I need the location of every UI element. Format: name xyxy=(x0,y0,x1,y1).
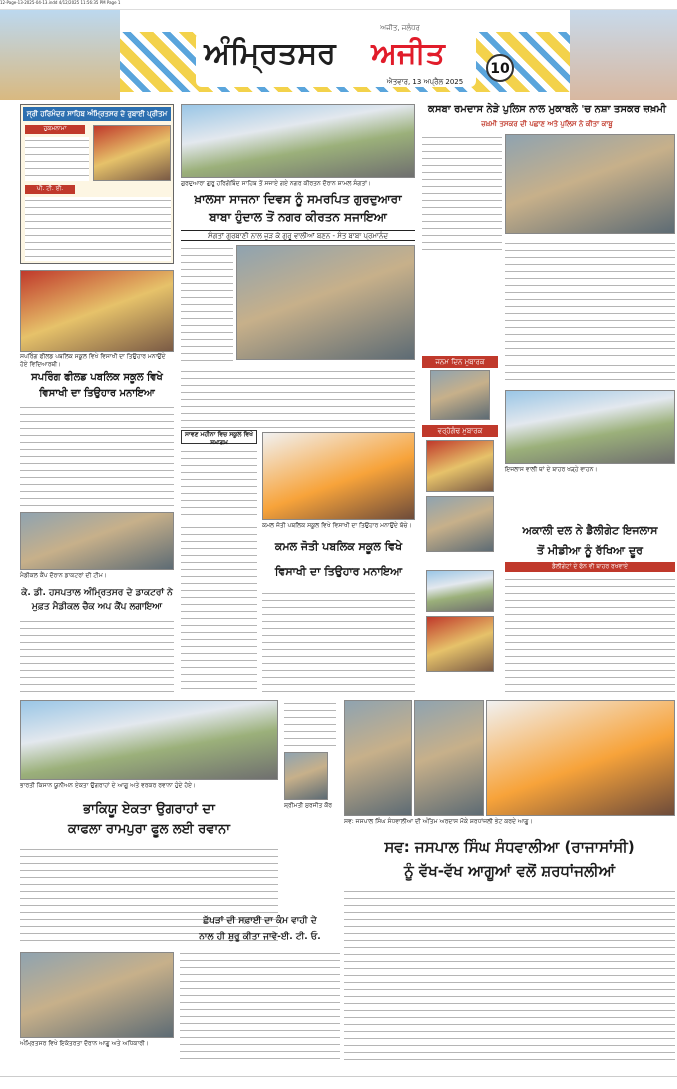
akali-subhead: ਡੈਲੀਗੇਟਾਂ ਦੇ ਫੋਨ ਵੀ ਬਾਹਰ ਰਖਵਾਏ xyxy=(505,562,675,572)
school-story-headline: ਸਾਵਣ ਮਹੀਨਾ ਵਿਚ ਸਕੂਲ ਵਿਖੇ ਸਮਾਗਮ xyxy=(181,430,257,444)
springfield-headline-2: ਵਿਸਾਖੀ ਦਾ ਤਿਉਹਾਰ ਮਨਾਇਆ xyxy=(39,388,155,399)
kamal-jyoti-headline-2: ਵਿਸਾਖੀ ਦਾ ਤਿਉਹਾਰ ਮਨਾਇਆ xyxy=(274,565,403,578)
pte-text xyxy=(25,197,171,261)
medical-headline-1: ਕੇ. ਡੀ. ਹਸਪਤਾਲ ਅੰਮ੍ਰਿਤਸਰ ਦੇ ਡਾਕਟਰਾਂ ਨੇ xyxy=(21,588,173,598)
tribute-photo-1 xyxy=(344,700,412,816)
springfield-headline-1: ਸਪਰਿੰਗ ਫੀਲਡ ਪਬਲਿਕ ਸਕੂਲ ਵਿਖੇ xyxy=(31,372,163,383)
bku-photo-caption: ਭਾਰਤੀ ਕਿਸਾਨ ਯੂਨੀਅਨ ਏਕਤਾ ਉਗਰਾਹਾਂ ਦੇ ਆਗੂ ਅਤੇ ਵਰਕਰ ਰਵਾਨਾ ਹੁੰਦੇ ਹੋਏ। xyxy=(20,782,197,789)
nagar-kirtan-photo-caption: ਗੁਰਦੁਆਰਾ ਗੁਰੂ ਹਰਿਗੋਬਿੰਦ ਸਾਹਿਬ ਤੋਂ ਸਜਾਏ ਗਏ ਨਗਰ ਕੀਰਤਨ ਦੌਰਾਨ ਸ਼ਾਮਲ ਸੰਗਤਾਂ। xyxy=(181,180,372,187)
bku-text xyxy=(20,846,278,946)
anniversary-photo-4 xyxy=(426,616,494,672)
eto-headline-2: ਨਾਲ ਹੀ ਸ਼ੁਰੂ ਕੀਤਾ ਜਾਵੇ-ਈ. ਟੀ. ਓ. xyxy=(199,932,321,942)
center-col1-text xyxy=(181,524,257,694)
eto-headline-1: ਛੱਪੜਾਂ ਦੀ ਸਫ਼ਾਈ ਦਾ ਕੰਮ ਵਾਹੀ ਦੇ xyxy=(203,916,317,926)
bottom-left-photo xyxy=(20,952,174,1038)
birthday-photo xyxy=(430,370,490,420)
kamal-jyoti-headline-1: ਕਮਲ ਜੋਤੀ ਪਬਲਿਕ ਸਕੂਲ ਵਿਖੇ xyxy=(274,540,403,553)
medical-camp-photo xyxy=(20,512,174,570)
tribute-photo-3 xyxy=(486,700,675,816)
hukamnama-title: ਸ੍ਰੀ ਹਰਿਮੰਦਰ ਸਾਹਿਬ ਅੰਮ੍ਰਿਤਸਰ ਦੇ ਰੁਬਾਈ ਪ੍ਰੀਤਮ xyxy=(23,107,171,121)
hukamnama-text xyxy=(25,137,89,181)
drug-smuggler-text-col1 xyxy=(422,134,502,254)
drug-smuggler-text-col3 xyxy=(505,362,675,386)
nagar-kirtan-continued-text xyxy=(181,368,415,428)
heritage-building-image xyxy=(570,10,677,100)
tribute-photo-2 xyxy=(414,700,484,816)
anniversary-photo-2 xyxy=(426,496,494,552)
tribute-caption: ਸਵ: ਜਸਪਾਲ ਸਿੰਘ ਸੰਧਵਾਲੀਆ ਦੀ ਅੰਤਿਮ ਅਰਦਾਸ ਮੌਕੇ ਸ਼ਰਧਾਂਜਲੀ ਭੇਟ ਕਰਦੇ ਆਗੂ। xyxy=(344,818,533,825)
anniversary-photo-3 xyxy=(426,570,494,612)
tribute-headline-1: ਸਵ: ਜਸਪਾਲ ਸਿੰਘ ਸੰਧਵਾਲੀਆ (ਰਾਜਾਸਾਂਸੀ) xyxy=(384,838,635,856)
pte-label: ਪੀ. ਟੀ. ਈ. xyxy=(25,185,75,194)
nagar-kirtan-subhead: ਸੰਗਤਾਂ ਗੁਰਬਾਣੀ ਨਾਲ ਜੁੜ ਕੇ ਗੁਰੂ ਵਾਲੀਆਂ ਬਣਨ - ਸੰਤ ਬਾਬਾ ਪ੍ਰਮਾਨੰਦ xyxy=(181,230,415,241)
issue-date: ਐਤਵਾਰ, 13 ਅਪ੍ਰੈਲ 2025 xyxy=(386,78,464,86)
police-encounter-photo xyxy=(505,134,675,234)
akali-venue-caption: ਇਜਲਾਸ ਵਾਲੀ ਥਾਂ ਦੇ ਬਾਹਰ ਖੜ੍ਹੇ ਵਾਹਨ। xyxy=(505,466,598,473)
print-registration-line: 12-Page-13-2025-04-13.indd 4/12/2025 11:56:35 PM Page 1 xyxy=(0,0,677,10)
obituary-photo xyxy=(284,752,328,800)
springfield-photo-caption: ਸਪਰਿੰਗ ਫੀਲਡ ਪਬਲਿਕ ਸਕੂਲ ਵਿਖੇ ਵਿਸਾਖੀ ਦਾ ਤਿਉਹਾਰ ਮਨਾਉਂਦੇ ਹੋਏ ਵਿਦਿਆਰਥੀ। xyxy=(20,353,166,368)
akali-text xyxy=(505,576,675,694)
akali-headline-1: ਅਕਾਲੀ ਦਲ ਨੇ ਡੈਲੀਗੇਟ ਇਜਲਾਸ xyxy=(522,524,658,537)
hukamnama-label: ਹੁਕਮਨਾਮਾ xyxy=(25,125,85,134)
masthead-title-paper: ਅਜੀਤ xyxy=(371,36,445,71)
eto-text xyxy=(180,950,340,1064)
golden-temple-image xyxy=(0,10,120,100)
springfield-school-photo xyxy=(20,270,174,352)
hukamnama-box xyxy=(20,104,174,264)
tribute-headline-2: ਨੂੰ ਵੱਖ-ਵੱਖ ਆਗੂਆਂ ਵਲੋਂ ਸ਼ਰਧਾਂਜਲੀਆਂ xyxy=(403,862,616,880)
obituary-text xyxy=(284,700,336,748)
nagar-kirtan-group-photo xyxy=(236,245,415,360)
kamal-jyoti-text xyxy=(262,590,415,694)
nagar-kirtan-headline-2: ਬਾਬਾ ਹੁੰਦਾਲ ਤੋਂ ਨਗਰ ਕੀਰਤਨ ਸਜਾਇਆ xyxy=(209,210,387,224)
school-story-text xyxy=(181,448,257,520)
anniversary-label: ਵਰ੍ਹੇਗੰਢ ਮੁਬਾਰਕ xyxy=(422,425,498,437)
bottom-left-caption: ਅੰਮ੍ਰਿਤਸਰ ਵਿਖੇ ਇਕੱਤਰਤਾ ਦੌਰਾਨ ਆਗੂ ਅਤੇ ਅਧਿਕਾਰੀ। xyxy=(20,1040,149,1047)
tribute-text xyxy=(344,888,675,1064)
akali-venue-photo xyxy=(505,390,675,464)
bku-headline-1: ਭਾਕਿਯੂ ਏਕਤਾ ਉਗਰਾਹਾਂ ਦਾ xyxy=(83,802,215,817)
kamal-jyoti-caption: ਕਮਲ ਜੋਤੀ ਪਬਲਿਕ ਸਕੂਲ ਵਿਖੇ ਵਿਸਾਖੀ ਦਾ ਤਿਉਹਾਰ ਮਨਾਉਂਦੇ ਬੱਚੇ। xyxy=(262,522,412,529)
nagar-kirtan-photo xyxy=(181,104,415,178)
golden-temple-photo xyxy=(93,125,171,181)
drug-smuggler-text-col2 xyxy=(505,240,675,356)
masthead-title-city: ਅੰਮ੍ਰਿਤਸਰ xyxy=(204,36,336,71)
medical-headline-2: ਮੁਫ਼ਤ ਮੈਡੀਕਲ ਚੈਕ ਅਪ ਕੈਂਪ ਲਗਾਇਆ xyxy=(31,602,163,612)
bku-headline-2: ਕਾਫਲਾ ਰਾਮਪੁਰਾ ਫੂਲ ਲਈ ਰਵਾਨਾ xyxy=(67,822,231,837)
anniversary-photo-1 xyxy=(426,440,494,492)
akali-headline-2: ਤੋਂ ਮੀਡੀਆ ਨੂੰ ਰੱਖਿਆ ਦੂਰ xyxy=(537,544,643,557)
springfield-text xyxy=(20,404,174,508)
edition-label: ਅਜੀਤ, ਜਲੰਧਰ xyxy=(380,24,420,32)
birthday-label: ਜਨਮ ਦਿਨ ਮੁਬਾਰਕ xyxy=(422,356,498,368)
medical-camp-caption: ਮੈਡੀਕਲ ਕੈਂਪ ਦੌਰਾਨ ਡਾਕਟਰਾਂ ਦੀ ਟੀਮ। xyxy=(20,572,107,579)
kamal-jyoti-photo xyxy=(262,432,415,520)
nagar-kirtan-text-col1 xyxy=(181,245,233,365)
drug-smuggler-subhead: ਜ਼ਖ਼ਮੀ ਤਸਕਰ ਦੀ ਪਛਾਣ ਅਤੇ ਪੁਲਿਸ ਨੇ ਕੀਤਾ ਕਾਬੂ xyxy=(481,120,613,128)
medical-text xyxy=(20,618,174,692)
nagar-kirtan-headline-1: ਖ਼ਾਲਸਾ ਸਾਜਨਾ ਦਿਵਸ ਨੂੰ ਸਮਰਪਿਤ ਗੁਰਦੁਆਰਾ xyxy=(194,192,402,206)
page-number: 10 xyxy=(486,54,514,82)
bku-convoy-photo xyxy=(20,700,278,780)
print-footer-bar xyxy=(0,1076,677,1089)
drug-smuggler-headline: ਕਸਬਾ ਰਮਦਾਸ ਨੇੜੇ ਪੁਲਿਸ ਨਾਲ ਮੁਕਾਬਲੇ 'ਚ ਨਸ਼ਾ ਤਸਕਰ ਜ਼ਖ਼ਮੀ xyxy=(428,104,666,115)
obituary-name: ਸ਼੍ਰੀਮਤੀ ਸੁਰਜੀਤ ਕੌਰ xyxy=(283,802,333,809)
masthead xyxy=(0,10,677,100)
